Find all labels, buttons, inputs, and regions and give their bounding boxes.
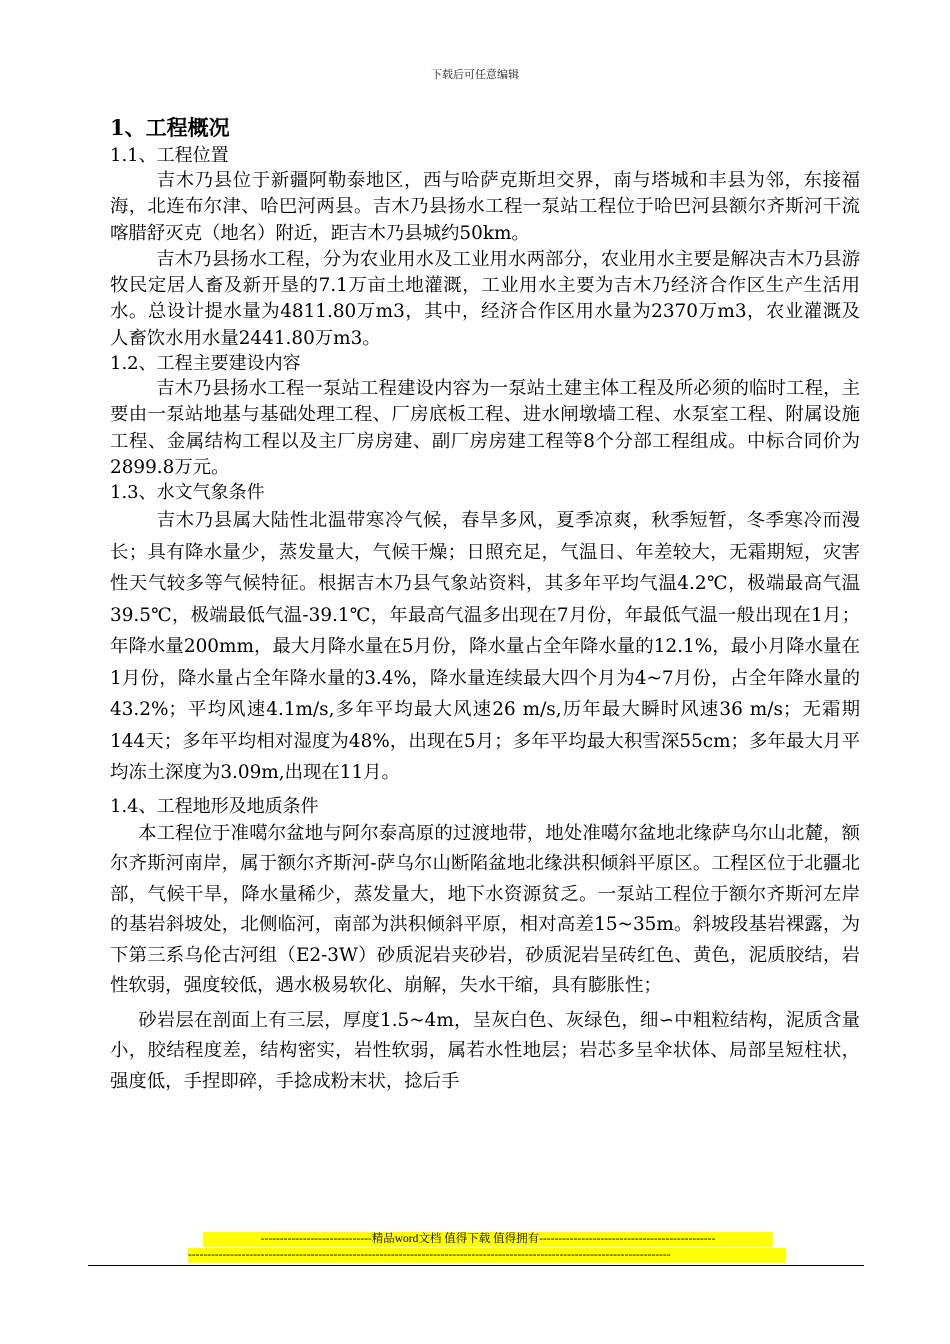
paragraph-text: 砂岩层在剖面上有三层，厚度1.5~4m，呈灰白色、灰绿色，细∽中粗粒结构，泥质含量小，胶结程度差，结构密实，岩性软弱，属若水性地层；岩芯多呈伞状体、局部呈短柱状，强度低，手捏即碎，手捻成粉末状，捻后手 bbox=[110, 1009, 860, 1092]
page-header-note: 下载后可任意编辑 bbox=[431, 68, 519, 81]
footer-divider bbox=[88, 1265, 864, 1266]
paragraph-hydrology bbox=[110, 505, 860, 789]
paragraph-water-use bbox=[110, 247, 860, 352]
subsection-title-geology: 1.4、工程地形及地质条件 bbox=[110, 795, 319, 817]
paragraph-text: 吉木乃县扬水工程，分为农业用水及工业用水两部分，农业用水主要是解决吉木乃县游牧民定居人畜及新开垦的7.1万亩土地灌溉，工业用水主要为吉木乃经济合作区生产生活用水。总设计提水量为4811.80万m3，其中，经济合作区用水量为2370万m3，农业灌溉及人畜饮水用水量2441.80万m3。 bbox=[110, 248, 860, 349]
subsection-title-hydrology: 1.3、水文气象条件 bbox=[110, 482, 265, 504]
document-body bbox=[110, 112, 860, 1097]
subsection-title-location: 1.1、工程位置 bbox=[110, 145, 229, 166]
paragraph-text: 吉木乃县扬水工程一泵站工程建设内容为一泵站土建主体工程及所必须的临时工程，主要由一泵站地基与基础处理工程、厂房底板工程、进水闸墩墙工程、水泵室工程、附属设施工程、金属结构工程以及主厂房房建、副厂房房建工程等8个分部工程组成。中标合同价为2899.8万元。 bbox=[110, 378, 860, 478]
footer-banner-text: -----------------------------精品word文档 值得下载 值得拥有---------------------------------------------- bbox=[203, 1232, 773, 1247]
paragraph-text: 吉木乃县位于新疆阿勒泰地区，西与哈萨克斯坦交界，南与塔城和丰县为邻，东接福海，北连布尔津、哈巴河两县。吉木乃县扬水工程一泵站工程位于哈巴河县额尔齐斯河干流喀腊舒灭克（地名）附近，距吉木乃县城约50km。 bbox=[110, 170, 860, 244]
paragraph-location bbox=[110, 168, 860, 247]
paragraph-text: 吉木乃县属大陆性北温带寒冷气候，春旱多风，夏季凉爽，秋季短暂，冬季寒冷而漫长；具有降水量少，蒸发量大，气候干燥；日照充足，气温日、年差较大，无霜期短，灾害性天气较多等气候特征。根据吉木乃县气象站资料，其多年平均气温4.2℃，极端最高气温39.5℃，极端最低气温-39.1℃，年最高气温多出现在7月份，年最低气温一般出现在1月；年降水量200mm，最大月降水量在5月份，降水量占全年降水量的12.1%，最小月降水量在1月份，降水量占全年降水量的3.4%，降水量连续最大四个月为4~7月份，占全年降水量的43.2%；平均风速4.1m/s,多年平均最大风速26 m/s,历年最大瞬时风速36 m/s；无霜期144天；多年平均相对湿度为48%，出现在5月；多年平均最大积雪深55cm；多年最大月平均冻土深度为3.09m,出现在11月。 bbox=[110, 510, 861, 784]
paragraph-sandstone bbox=[110, 1006, 860, 1098]
section-title-overview: 1、工程概况 bbox=[110, 115, 230, 140]
subsection-title-construction: 1.2、工程主要建设内容 bbox=[110, 353, 301, 375]
paragraph-construction bbox=[110, 376, 860, 481]
footer-banner-dashes: ------------------------------------------------------------------------------------------------------------------------------ bbox=[188, 1248, 786, 1263]
paragraph-geology bbox=[110, 819, 860, 1002]
paragraph-text: 本工程位于准噶尔盆地与阿尔泰高原的过渡地带，地处准噶尔盆地北缘萨乌尔山北麓，额尔齐斯河南岸，属于额尔齐斯河-萨乌尔山断陷盆地北缘洪积倾斜平原区。工程区位于北疆北部，气候干旱，降水量稀少，蒸发量大，地下水资源贫乏。一泵站工程位于额尔齐斯河左岸的基岩斜坡处，北侧临河，南部为洪积倾斜平原，相对高差15~35m。斜坡段基岩裸露，为下第三系乌伦古河组（E2-3W）砂质泥岩夹砂岩，砂质泥岩呈砖红色、黄色，泥质胶结，岩性软弱，强度较低，遇水极易软化、崩解，失水干缩，具有膨胀性； bbox=[110, 822, 860, 997]
